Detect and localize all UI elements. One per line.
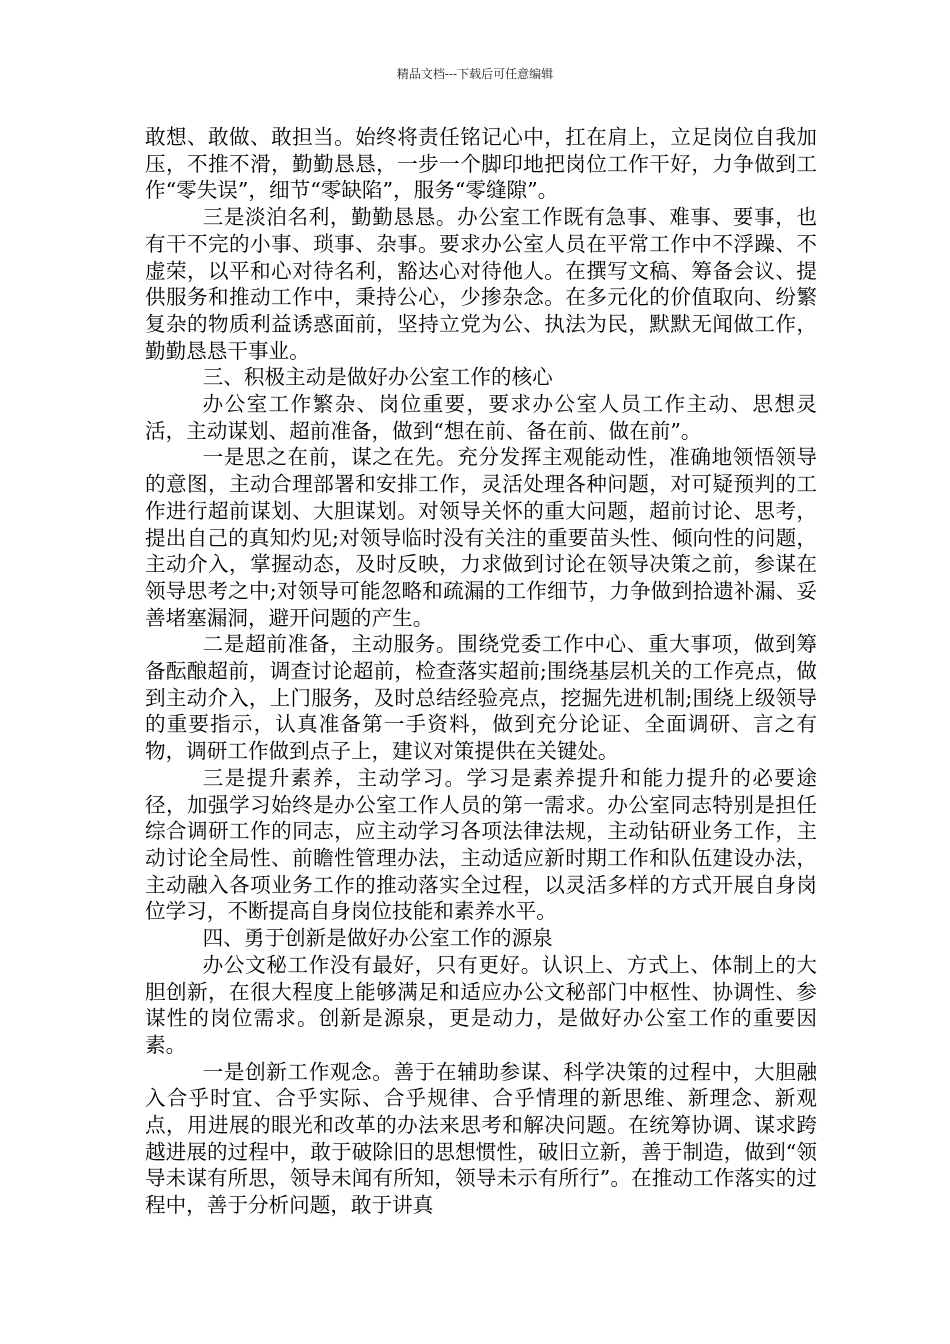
paragraph: 一是创新工作观念。善于在辅助参谋、科学决策的过程中，大胆融入合乎时宜、合乎实际、合乎规律、合乎情理的新思维、新理念、新观点，用进展的眼光和改革的办法来思考和解决问题。在统筹协调、谋求跨越进展的过程中，敢于破除旧的思想惯性，破旧立新，善于制造，做到“领导未谋有所思，领导未闻有所知，领导未示有所行”。在推动工作落实的过程中，善于分析问题，敢于讲真 — [145, 1059, 817, 1218]
paragraph: 二是超前准备，主动服务。围绕党委工作中心、重大事项，做到筹备酝酿超前，调查讨论超前，检查落实超前;围绕基层机关的工作亮点，做到主动介入，上门服务，及时总结经验亮点，挖掘先进机制;围绕上级领导的重要指示，认真准备第一手资料，做到充分论证、全面调研、言之有物，调研工作做到点子上，建议对策提供在关键处。 — [145, 632, 817, 764]
section-heading: 三、积极主动是做好办公室工作的核心 — [202, 365, 553, 390]
section-heading: 四、勇于创新是做好办公室工作的源泉 — [202, 926, 553, 951]
paragraph: 三是淡泊名利，勤勤恳恳。办公室工作既有急事、难事、要事，也有干不完的小事、琐事、杂事。要求办公室人员在平常工作中不浮躁、不虚荣，以平和心对待名利，豁达心对待他人。在撰写文稿、筹备会议、提供服务和推动工作中，秉持公心，少掺杂念。在多元化的价值取向、纷繁复杂的物质利益诱惑面前，坚持立党为公、执法为民，默默无闻做工作，勤勤恳恳干事业。 — [145, 205, 817, 363]
paragraph: 办公室工作繁杂、岗位重要，要求办公室人员工作主动、思想灵活，主动谋划、超前准备，做到“想在前、备在前、做在前”。 — [145, 392, 817, 443]
paragraph: 一是思之在前，谋之在先。充分发挥主观能动性，准确地领悟领导的意图，主动合理部署和安排工作，灵活处理各种问题，对可疑预判的工作进行超前谋划、大胆谋划。对领导关怀的重大问题，超前讨论、思考，提出自己的真知灼见;对领导临时没有关注的重要苗头性、倾向性的问题，主动介入，掌握动态，及时反映，力求做到讨论在领导决策之前，参谋在领导思考之中;对领导可能忽略和疏漏的工作细节，力争做到拾遗补漏、妥善堵塞漏洞，避开问题的产生。 — [145, 445, 817, 630]
page-header: 精品文档---下载后可任意编辑 — [396, 67, 554, 81]
document-body — [145, 124, 817, 1219]
paragraph: 三是提升素养，主动学习。学习是素养提升和能力提升的必要途径，加强学习始终是办公室工作人员的第一需求。办公室同志特别是担任综合调研工作的同志，应主动学习各项法律法规，主动钻研业务工作，主动讨论全局性、前瞻性管理办法，主动适应新时期工作和队伍建设办法，主动融入各项业务工作的推动落实全过程，以灵活多样的方式开展自身岗位学习，不断提高自身岗位技能和素养水平。 — [145, 765, 817, 924]
paragraph: 办公文秘工作没有最好，只有更好。认识上、方式上、体制上的大胆创新，在很大程度上能够满足和适应办公文秘部门中枢性、协调性、参谋性的岗位需求。创新是源泉，更是动力，是做好办公室工作的重要因素。 — [145, 952, 817, 1057]
paragraph-continued: 敢想、敢做、敢担当。始终将责任铭记心中，扛在肩上，立足岗位自我加压，不推不滑，勤勤恳恳，一步一个脚印地把岗位工作干好，力争做到工作“零失误”，细节“零缺陷”，服务“零缝隙”。 — [145, 125, 817, 203]
